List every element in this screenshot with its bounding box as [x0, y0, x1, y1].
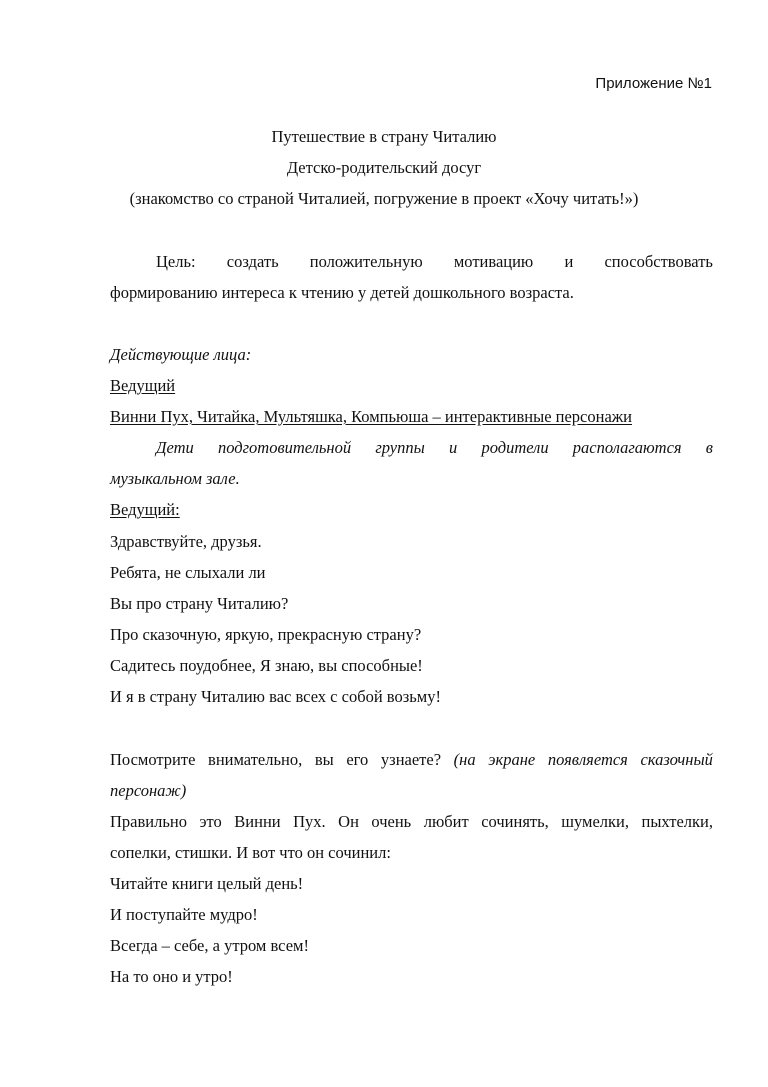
- question-italic-word: сказочный: [640, 750, 713, 769]
- question-italic-word: экране: [488, 750, 536, 769]
- speaker-label: Ведущий:: [110, 500, 180, 519]
- goal-word: Цель:: [156, 252, 196, 271]
- characters-list: Винни Пух, Читайка, Мультяшка, Компьюша – интерактивные персонажи: [110, 407, 633, 426]
- goal-word: способствовать: [604, 252, 713, 271]
- question-word: внимательно,: [208, 750, 303, 769]
- goal-word: и: [564, 252, 574, 271]
- question-italic-word: появляется: [547, 750, 628, 769]
- answer-word: пыхтелки,: [641, 812, 713, 831]
- poem-line: Всегда – себе, а утром всем!: [110, 936, 309, 955]
- answer-word: Он: [338, 812, 359, 831]
- stage-direction-line-1: [156, 438, 713, 458]
- characters-heading: Действующие лица:: [110, 345, 252, 364]
- question-line-2: персонаж): [110, 781, 187, 800]
- question-word: вы: [314, 750, 334, 769]
- goal-word: мотивацию: [453, 252, 534, 271]
- stage-direction-line-2: музыкальном зале.: [110, 469, 240, 488]
- question-italic-word: (на: [453, 750, 476, 769]
- document-description: (знакомство со страной Читалией, погружение в проект «Хочу читать!»): [129, 189, 639, 208]
- stage-word: Дети: [156, 438, 194, 457]
- poem-line: Ребята, не слыхали ли: [110, 563, 266, 582]
- poem-line: Садитесь поудобнее, Я знаю, вы способные!: [110, 656, 423, 675]
- goal-line-1: [156, 252, 713, 272]
- goal-line-2: формированию интереса к чтению у детей дошкольного возраста.: [110, 283, 574, 302]
- stage-word: располагаются: [572, 438, 682, 457]
- goal-word: положительную: [309, 252, 423, 271]
- appendix-label: Приложение №1: [595, 75, 712, 92]
- stage-word: группы: [375, 438, 425, 457]
- host-role: Ведущий: [110, 376, 176, 395]
- poem-line: Читайте книги целый день!: [110, 874, 304, 893]
- stage-word: и: [448, 438, 458, 457]
- answer-word: Правильно: [110, 812, 187, 831]
- poem-line: Вы про страну Читалию?: [110, 594, 289, 613]
- stage-word: подготовительной: [217, 438, 352, 457]
- poem-line: Здравствуйте, друзья.: [110, 532, 262, 551]
- document-subtitle: Детско-родительский досуг: [286, 158, 482, 177]
- stage-word: в: [705, 438, 713, 457]
- question-word: Посмотрите: [110, 750, 196, 769]
- answer-line-2: сопелки, стишки. И вот что он сочинил:: [110, 843, 391, 862]
- question-word: его: [346, 750, 369, 769]
- poem-line: И поступайте мудро!: [110, 905, 258, 924]
- stage-word: родители: [481, 438, 549, 457]
- document-title: Путешествие в страну Читалию: [271, 127, 497, 146]
- question-line-1: [110, 750, 713, 770]
- answer-word: Винни: [234, 812, 281, 831]
- answer-word: это: [199, 812, 222, 831]
- poem-line: Про сказочную, яркую, прекрасную страну?: [110, 625, 422, 644]
- poem-line: И я в страну Читалию вас всех с собой возьму!: [110, 687, 441, 706]
- answer-word: Пух.: [293, 812, 326, 831]
- question-word: узнаете?: [380, 750, 442, 769]
- answer-word: шумелки,: [561, 812, 629, 831]
- answer-word: очень: [371, 812, 412, 831]
- poem-line: На то оно и утро!: [110, 967, 233, 986]
- goal-word: создать: [226, 252, 279, 271]
- answer-word: сочинять,: [481, 812, 549, 831]
- answer-word: любит: [423, 812, 469, 831]
- answer-line-1: [110, 812, 713, 832]
